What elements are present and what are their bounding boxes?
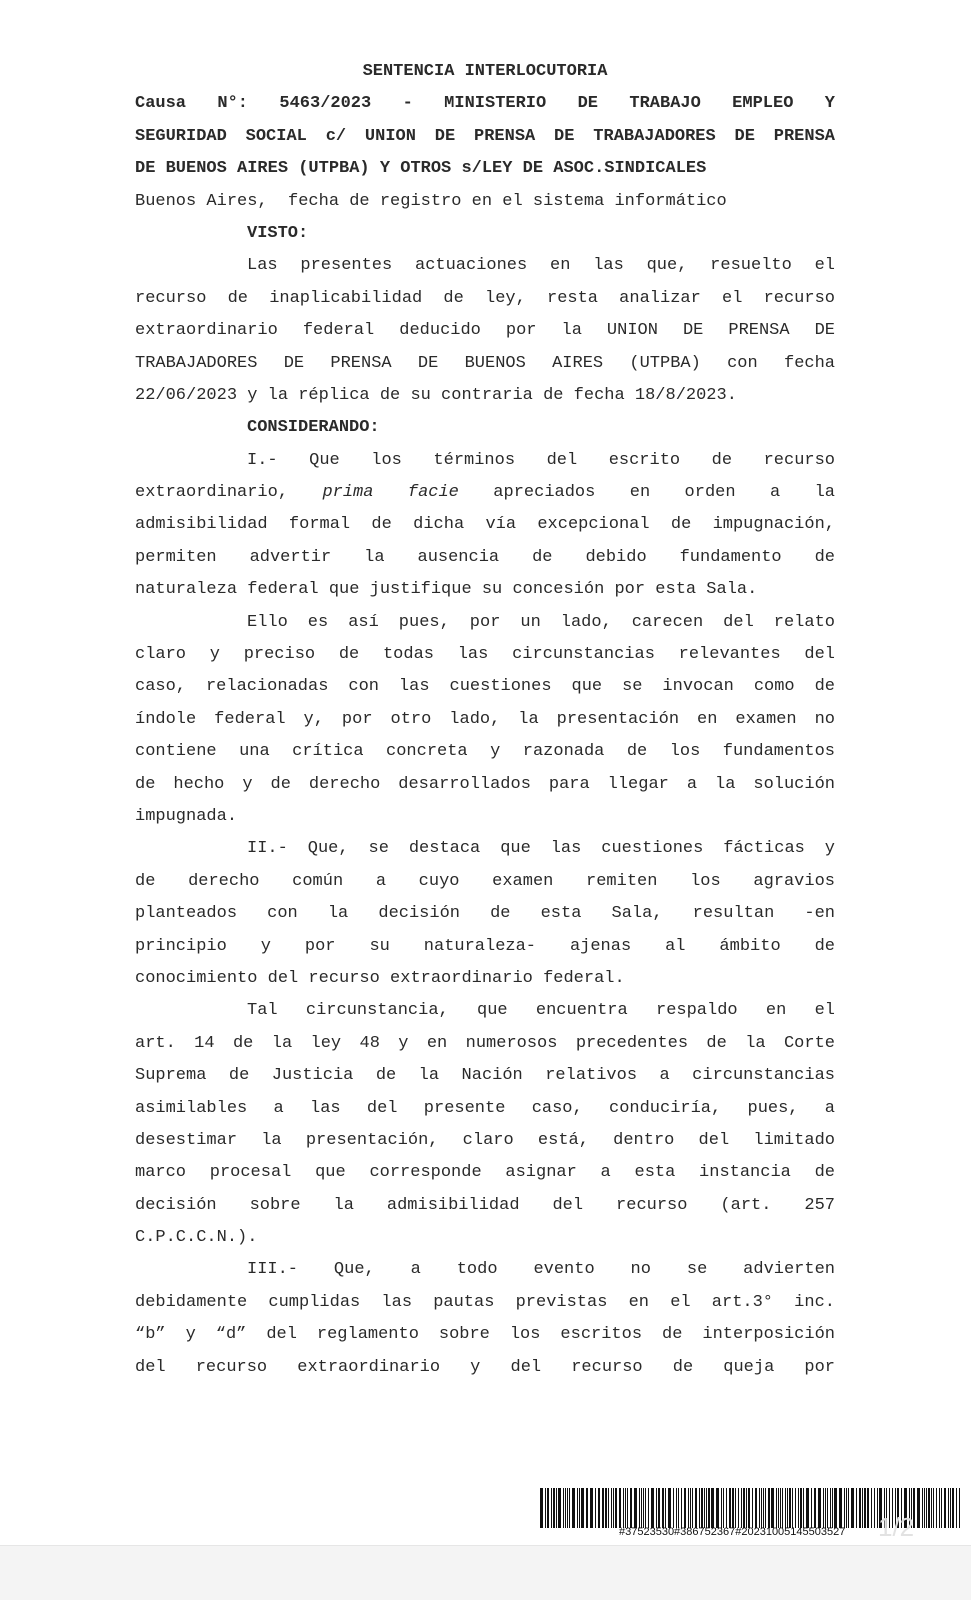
- barcode-bar: [676, 1488, 677, 1528]
- barcode-bar: [931, 1488, 932, 1528]
- visto-line-3: extraordinario federal deducido por la UNION DE PRENSA DE: [135, 321, 835, 341]
- barcode-bar: [795, 1488, 796, 1528]
- p4-line-3: Suprema de Justicia de la Nación relativos a circunstancias: [135, 1066, 835, 1086]
- barcode-bar: [692, 1488, 693, 1528]
- p4-line-1: Tal circunstancia, que encuentra respaldo en el: [247, 1001, 835, 1021]
- barcode-bar: [941, 1488, 942, 1528]
- barcode-bar: [556, 1488, 557, 1528]
- barcode-bar: [856, 1488, 857, 1528]
- barcode-bar: [645, 1488, 646, 1528]
- p2-line-1: Ello es así pues, por un lado, carecen del relato: [247, 612, 835, 632]
- barcode-bar: [586, 1488, 588, 1528]
- barcode-bar: [565, 1488, 566, 1528]
- barcode-bar: [944, 1488, 946, 1528]
- p1-line-2-end: apreciados en orden a la: [458, 483, 836, 503]
- barcode-bar: [581, 1488, 584, 1528]
- barcode-bar: [806, 1488, 809, 1528]
- document-body: [135, 56, 835, 1384]
- causa-line-1: Causa N°: 5463/2023 - MINISTERIO DE TRABAJO EMPLEO Y: [135, 94, 835, 114]
- barcode-bar: [780, 1488, 781, 1528]
- p3-line-4: principio y por su naturaleza- ajenas al ámbito de: [135, 936, 835, 956]
- barcode-bar: [651, 1488, 654, 1528]
- barcode-bar: [690, 1488, 691, 1528]
- p1-line-4: permiten advertir la ausencia de debido fundamento de: [135, 547, 835, 567]
- barcode-bar: [825, 1488, 826, 1528]
- page-number: 1/2: [878, 1512, 915, 1542]
- barcode-bar: [590, 1488, 593, 1528]
- p4-line-2: art. 14 de la ley 48 y en numerosos precedentes de la Corte: [135, 1033, 835, 1053]
- p1-line-1: I.- Que los términos del escrito de recurso: [247, 450, 835, 470]
- causa-line-2: SEGURIDAD SOCIAL c/ UNION DE PRENSA DE TRABAJADORES DE PRENSA: [135, 126, 835, 146]
- p5-line-1: III.- Que, a todo evento no se advierten: [247, 1260, 835, 1280]
- barcode-bar: [602, 1488, 604, 1528]
- barcode-bar: [746, 1488, 747, 1528]
- barcode-bar: [684, 1488, 686, 1528]
- barcode-bar: [726, 1488, 727, 1528]
- barcode-bar: [924, 1488, 925, 1528]
- barcode-bar: [776, 1488, 777, 1528]
- p1-line-5: naturaleza federal que justifique su concesión por esta Sala.: [135, 580, 758, 600]
- barcode-bar: [874, 1488, 875, 1528]
- barcode-bar: [844, 1488, 845, 1528]
- barcode-bar: [732, 1488, 734, 1528]
- barcode-bar: [950, 1488, 951, 1528]
- barcode-bar: [619, 1488, 621, 1528]
- place-date: Buenos Aires, fecha de registro en el sistema informático: [135, 191, 727, 211]
- barcode-bar: [811, 1488, 812, 1528]
- barcode-bar: [862, 1488, 863, 1528]
- barcode-bar: [834, 1488, 837, 1528]
- barcode-bar: [729, 1488, 731, 1528]
- barcode-bar: [851, 1488, 854, 1528]
- barcode-bar: [785, 1488, 786, 1528]
- barcode-bar: [639, 1488, 640, 1528]
- barcode-bar: [608, 1488, 609, 1528]
- barcode-bar: [558, 1488, 561, 1528]
- barcode-bar: [803, 1488, 804, 1528]
- p4-line-5: desestimar la presentación, claro está, dentro del limitado: [135, 1130, 835, 1150]
- barcode-bar: [848, 1488, 849, 1528]
- barcode-bar: [553, 1488, 555, 1528]
- barcode-bar: [782, 1488, 783, 1528]
- barcode-bar: [577, 1488, 578, 1528]
- barcode-bar: [688, 1488, 689, 1528]
- barcode-bar: [630, 1488, 632, 1528]
- barcode-bar: [814, 1488, 816, 1528]
- barcode-bar: [787, 1488, 788, 1528]
- barcode-bar: [668, 1488, 671, 1528]
- barcode-bar: [615, 1488, 617, 1528]
- barcode-bar: [648, 1488, 649, 1528]
- p5-line-4: del recurso extraordinario y del recurso de queja por: [135, 1357, 835, 1377]
- barcode-number: #37523530#386752367#20231005145503527: [619, 1526, 846, 1538]
- barcode-bar: [741, 1488, 742, 1528]
- barcode-bar: [867, 1488, 869, 1528]
- barcode-bar: [789, 1488, 791, 1528]
- barcode-bar: [563, 1488, 564, 1528]
- barcode-bar: [658, 1488, 660, 1528]
- barcode-bar: [755, 1488, 757, 1528]
- barcode-bar: [859, 1488, 861, 1528]
- barcode-bar: [928, 1488, 930, 1528]
- barcode-bar: [641, 1488, 642, 1528]
- barcode-bar: [547, 1488, 549, 1528]
- barcode-bar: [595, 1488, 596, 1528]
- barcode-bar: [662, 1488, 664, 1528]
- barcode-bar: [701, 1488, 703, 1528]
- barcode-bar: [567, 1488, 568, 1528]
- barcode-bar: [823, 1488, 824, 1528]
- p3-line-3: planteados con la decisión de esta Sala, resultan -en: [135, 904, 835, 924]
- barcode-bar: [706, 1488, 707, 1528]
- barcode-bar: [752, 1488, 753, 1528]
- p2-line-4: índole federal y, por otro lado, la presentación en examen no: [135, 709, 835, 729]
- visto-line-2: recurso de inaplicabilidad de ley, resta analizar el recurso: [135, 288, 835, 308]
- barcode-bar: [765, 1488, 766, 1528]
- p1-line-2: [135, 477, 835, 509]
- barcode-bar: [695, 1488, 697, 1528]
- barcode-bar: [738, 1488, 739, 1528]
- p2-line-2: claro y preciso de todas las circunstancias relevantes del: [135, 645, 835, 665]
- barcode-bar: [768, 1488, 770, 1528]
- barcode-bar: [545, 1488, 546, 1528]
- barcode-bar: [681, 1488, 682, 1528]
- barcode-bar: [678, 1488, 679, 1528]
- barcode-bar: [625, 1488, 626, 1528]
- barcode-bar: [699, 1488, 700, 1528]
- barcode-bar: [800, 1488, 802, 1528]
- barcode-bar: [818, 1488, 821, 1528]
- barcode-bar: [605, 1488, 607, 1528]
- barcode-bar: [708, 1488, 710, 1528]
- barcode-bar: [936, 1488, 937, 1528]
- barcode-bar: [933, 1488, 934, 1528]
- p3-line-2: de derecho común a cuyo examen remiten los agravios: [135, 871, 835, 891]
- barcode-bar: [735, 1488, 736, 1528]
- visto-line-1: Las presentes actuaciones en las que, resuelto el: [247, 256, 835, 276]
- barcode-bar: [871, 1488, 872, 1528]
- barcode-bar: [939, 1488, 940, 1528]
- barcode-bar: [721, 1488, 722, 1528]
- barcode-bar: [665, 1488, 666, 1528]
- barcode-bar: [827, 1488, 828, 1528]
- barcode-bar: [771, 1488, 774, 1528]
- document-title: SENTENCIA INTERLOCUTORIA: [362, 62, 608, 81]
- barcode-bar: [926, 1488, 927, 1528]
- barcode-bar: [830, 1488, 831, 1528]
- p5-line-2: debidamente cumplidas las pautas previstas en el art.3° inc.: [135, 1292, 835, 1312]
- barcode-bar: [723, 1488, 724, 1528]
- barcode-bar: [611, 1488, 612, 1528]
- barcode-bar: [540, 1488, 543, 1528]
- barcode-bar: [778, 1488, 779, 1528]
- barcode-bar: [716, 1488, 719, 1528]
- barcode-bar: [839, 1488, 842, 1528]
- barcode-bar: [792, 1488, 793, 1528]
- barcode-bar: [656, 1488, 657, 1528]
- barcode-bar: [551, 1488, 552, 1528]
- barcode-bar: [634, 1488, 637, 1528]
- barcode-bar: [748, 1488, 750, 1528]
- causa-line-3: DE BUENOS AIRES (UTPBA) Y OTROS s/LEY DE ASOC.SINDICALES: [135, 159, 707, 179]
- p2-line-3: caso, relacionadas con las cuestiones que se invocan como de: [135, 677, 835, 697]
- prima-facie-italic: prima facie: [322, 483, 459, 503]
- barcode-bar: [569, 1488, 570, 1528]
- barcode-bar: [743, 1488, 745, 1528]
- barcode-bar: [763, 1488, 764, 1528]
- barcode-bar: [711, 1488, 714, 1528]
- p3-line-1: II.- Que, se destaca que las cuestiones fácticas y: [247, 839, 835, 859]
- p4-line-8: C.P.C.C.N.).: [135, 1228, 258, 1248]
- visto-heading: VISTO:: [247, 223, 309, 243]
- barcode-bar: [864, 1488, 866, 1528]
- p5-line-3: “b” y “d” del reglamento sobre los escritos de interposición: [135, 1325, 835, 1345]
- p4-line-7: decisión sobre la admisibilidad del recurso (art. 257: [135, 1195, 835, 1215]
- p2-line-7: impugnada.: [135, 806, 238, 826]
- barcode-bar: [572, 1488, 575, 1528]
- barcode-bar: [948, 1488, 949, 1528]
- barcode-bar: [759, 1488, 760, 1528]
- p1-line-3: admisibilidad formal de dicha vía excepcional de impugnación,: [135, 515, 835, 535]
- p3-line-5: conocimiento del recurso extraordinario federal.: [135, 968, 625, 988]
- visto-line-5: 22/06/2023 y la réplica de su contraria de fecha 18/8/2023.: [135, 385, 737, 405]
- barcode-bar: [623, 1488, 624, 1528]
- barcode-bar: [643, 1488, 644, 1528]
- barcode-bar: [956, 1488, 957, 1528]
- visto-line-4: TRABAJADORES DE PRENSA DE BUENOS AIRES (UTPBA) con fecha: [135, 353, 835, 373]
- p1-line-2-start: extraordinario,: [135, 483, 323, 503]
- barcode-bar: [952, 1488, 954, 1528]
- p4-line-6: marco procesal que corresponde asignar a esta instancia de: [135, 1163, 835, 1183]
- barcode-bar: [917, 1488, 920, 1528]
- barcode-bar: [627, 1488, 628, 1528]
- viewer-bottom-bar: [0, 1545, 971, 1600]
- barcode-bar: [761, 1488, 762, 1528]
- p2-line-5: contiene una crítica concreta y razonada de los fundamentos: [135, 742, 835, 762]
- barcode-bar: [704, 1488, 705, 1528]
- considerando-heading: CONSIDERANDO:: [247, 418, 380, 438]
- barcode-bar: [846, 1488, 847, 1528]
- barcode-bar: [922, 1488, 923, 1528]
- barcode-bar: [959, 1488, 960, 1528]
- barcode-bar: [673, 1488, 674, 1528]
- barcode-bar: [613, 1488, 614, 1528]
- p2-line-6: de hecho y de derecho desarrollados para llegar a la solución: [135, 774, 835, 794]
- barcode-bar: [832, 1488, 833, 1528]
- barcode-bar: [598, 1488, 600, 1528]
- barcode-bar: [798, 1488, 799, 1528]
- p4-line-4: asimilables a las del presente caso, conduciría, pues, a: [135, 1098, 835, 1118]
- barcode-bar: [579, 1488, 580, 1528]
